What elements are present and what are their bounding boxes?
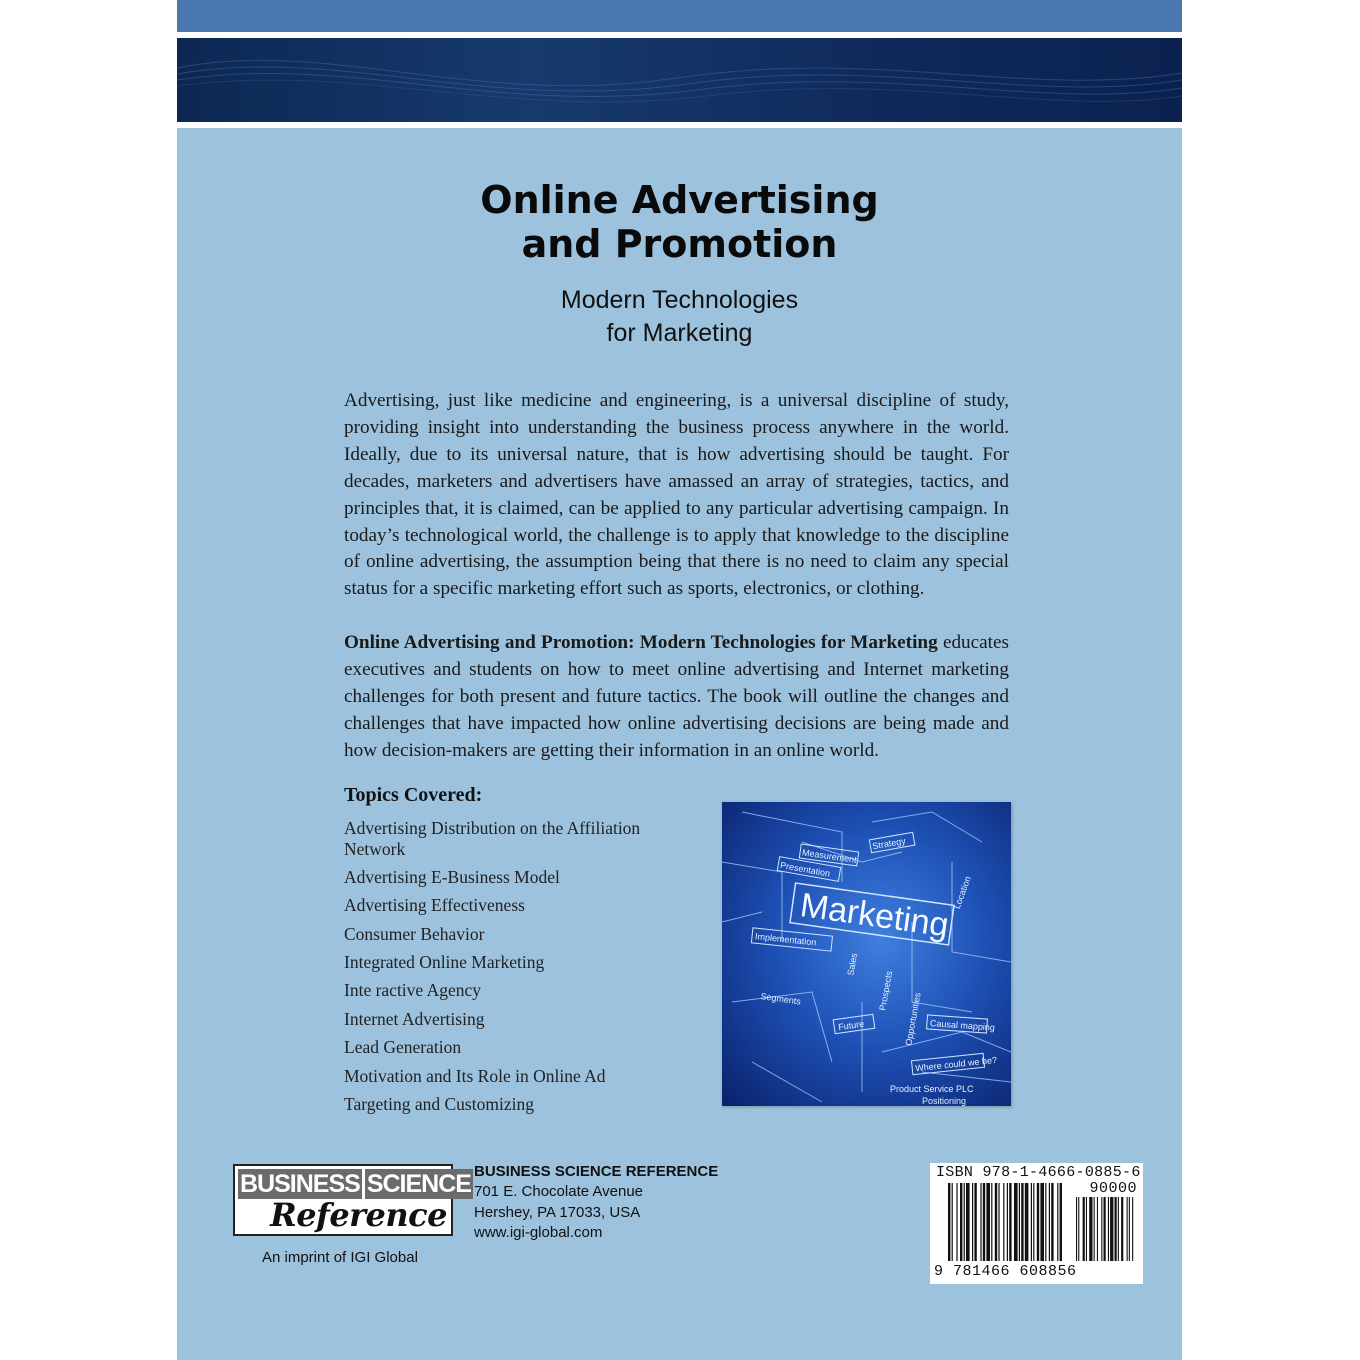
label-where-could-we-be: Where could we be? [914, 1054, 998, 1074]
barcode-bar [952, 1183, 953, 1261]
barcode-bar [1025, 1183, 1029, 1261]
topic-item: Lead Generation [344, 1037, 462, 1058]
addon-barcode-bar [1086, 1197, 1087, 1261]
addon-barcode-bar [1094, 1197, 1095, 1261]
addon-barcode-bar [1089, 1197, 1092, 1261]
top-color-band [177, 0, 1182, 32]
label-product-service: Product Service PLC [890, 1084, 974, 1094]
publisher-street: 701 E. Chocolate Avenue [474, 1183, 644, 1201]
description-paragraph-1: Advertising, just like medicine and engineering, is a universal discipline of study, providing insight into understanding the business process anywhere in the world. Ideally, due to its universal nature, that is how advertising should be taught. For decades, marketers and advertisers have amassed an array of strategies, tactics, and principles that, it is claimed, can be applied to any particular advertising campaign. In today’s technological world, the challenge is to apply that knowledge to the discipline of online advertising, the assumption being that there is no need to claim any special status for a specific marketing effort such as sports, electronics, or clothing. [344, 390, 1009, 600]
label-location: Location [951, 874, 973, 911]
book-subtitle [177, 284, 1182, 350]
business-science-reference-logo [233, 1164, 471, 1236]
publisher-address [474, 1162, 718, 1243]
publisher-website: www.igi-global.com [474, 1223, 603, 1241]
topic-item: Internet Advertising [344, 1008, 485, 1029]
addon-barcode-bar [1097, 1197, 1098, 1261]
barcode-bar [995, 1183, 997, 1261]
label-prospects: Prospects [877, 970, 895, 1012]
logo-script-reference: Reference [270, 1196, 447, 1234]
logo-wordmark [238, 1169, 473, 1199]
barcode-bar [1037, 1183, 1039, 1261]
addon-barcode-bar [1104, 1197, 1106, 1261]
barcode-bar [1040, 1183, 1044, 1261]
addon-barcode-bar [1110, 1197, 1113, 1261]
isbn-number: ISBN 978-1-4666-0885-6 [936, 1164, 1141, 1181]
barcode-bar [1021, 1183, 1023, 1261]
barcode-bar [956, 1183, 957, 1261]
topic-item: Targeting and Customizing [344, 1094, 534, 1115]
barcode-bar [1014, 1183, 1018, 1261]
barcode-bar [1019, 1183, 1020, 1261]
label-segments: Segments [759, 991, 802, 1007]
label-causal-mapping: Causal mapping [929, 1018, 996, 1033]
label-positioning: Positioning [922, 1096, 967, 1106]
label-implementation: Implementation [754, 931, 817, 948]
addon-barcode-bar [1076, 1197, 1077, 1261]
barcode-bar [1003, 1183, 1004, 1261]
barcode-bar [966, 1183, 970, 1261]
barcode-bar [986, 1183, 990, 1261]
logo-word-science: SCIENCE [366, 1170, 471, 1198]
subtitle-line-2: for Marketing [606, 319, 753, 347]
book-title [177, 178, 1182, 266]
barcode-bar [1007, 1183, 1008, 1261]
barcode-bar [1060, 1183, 1062, 1261]
label-strategy: Strategy [871, 835, 907, 852]
publisher-city: Hershey, PA 17033, USA [474, 1203, 641, 1221]
topic-item: Integrated Online Marketing [344, 952, 545, 973]
addon-barcode-bar [1108, 1197, 1109, 1261]
barcode-bar [991, 1183, 992, 1261]
barcode-bar [1051, 1183, 1053, 1261]
barcode-bar [983, 1183, 985, 1261]
barcode-bar [964, 1183, 965, 1261]
barcode-bar [1045, 1183, 1046, 1261]
barcode-bar [1031, 1183, 1032, 1261]
price-code: 90000 [1089, 1180, 1137, 1197]
topics-list [344, 818, 644, 1122]
title-line-1: Online Advertising [480, 178, 879, 222]
addon-barcode-bar [1129, 1197, 1130, 1261]
label-sales: Sales [845, 952, 860, 977]
barcode-bar [1057, 1183, 1058, 1261]
label-future: Future [837, 1018, 865, 1033]
title-line-2: and Promotion [521, 222, 838, 266]
description-paragraph-2-text: educates executives and students on how to meet online advertising and Internet marketing challenges for both present and future tactics. The book will outline the changes and challenges that have impacted how online advertising decisions are being made and how decision-makers are getting their information in an online world. [344, 632, 1009, 761]
logo-word-business: BUSINESS [240, 1170, 360, 1198]
topic-item: Advertising Distribution on the Affiliation Network [344, 818, 641, 859]
barcode-bar [974, 1183, 976, 1261]
imprint-note: An imprint of IGI Global [262, 1249, 418, 1266]
isbn-barcode [930, 1163, 1143, 1284]
topic-item: Inte ractive Agency [344, 980, 482, 1001]
ean-digits: 9 781466 608856 [934, 1263, 1077, 1280]
marketing-word: Marketing [797, 886, 952, 945]
barcode-bar [948, 1183, 950, 1261]
label-measurement: Measurement [801, 847, 858, 865]
topic-item: Consumer Behavior [344, 923, 485, 944]
header-wave-band [177, 38, 1182, 122]
addon-barcode-bar [1121, 1197, 1123, 1261]
publisher-name: BUSINESS SCIENCE REFERENCE [474, 1163, 719, 1180]
addon-barcode-bar [1118, 1197, 1119, 1261]
band-divider-lower [177, 122, 1182, 128]
barcode-bar [972, 1183, 973, 1261]
book-title-inline: Online Advertising and Promotion: Modern Technologies for Marketing [344, 632, 938, 653]
book-back-cover [177, 0, 1182, 1360]
subtitle-line-1: Modern Technologies [560, 286, 799, 314]
topic-item: Motivation and Its Role in Online Ad [344, 1065, 606, 1086]
barcode-bar [1009, 1183, 1011, 1261]
addon-barcode-bar [1127, 1197, 1128, 1261]
addon-barcode-bar [1078, 1197, 1079, 1261]
barcode-bar [980, 1183, 981, 1261]
barcode-bar [1033, 1183, 1034, 1261]
marketing-flowchart-image [722, 802, 1011, 1106]
topic-item: Advertising E-Business Model [344, 866, 560, 887]
addon-barcode-bar [1083, 1197, 1085, 1261]
addon-barcode-bar [1132, 1197, 1133, 1261]
topic-item: Advertising Effectiveness [344, 895, 525, 916]
description-paragraph-2 [344, 630, 1009, 765]
addon-barcode-bar [1115, 1197, 1117, 1261]
addon-barcode-bar [1101, 1197, 1102, 1261]
barcode-bar [998, 1183, 999, 1261]
topics-heading: Topics Covered: [344, 784, 483, 806]
barcode-bar [1049, 1183, 1050, 1261]
barcode-bar [960, 1183, 962, 1261]
label-opportunities: Opportunities [903, 991, 923, 1047]
label-presentation: Presentation [779, 860, 831, 879]
